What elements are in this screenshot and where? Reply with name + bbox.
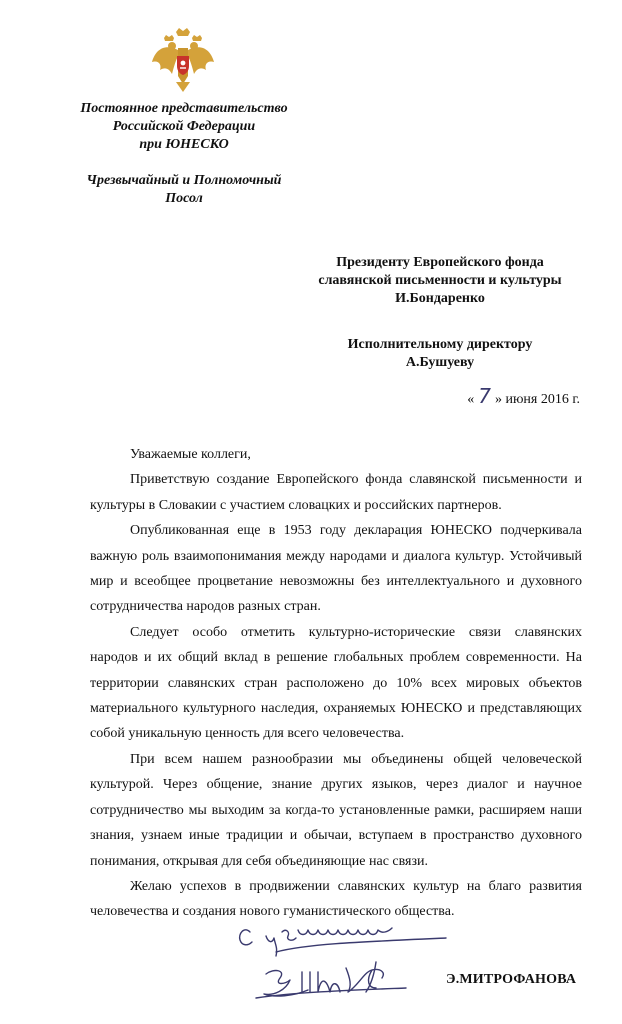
sender-title-line: Посол <box>165 191 203 206</box>
spacer <box>60 154 308 172</box>
sender-org-line: Постоянное представительство <box>80 101 288 116</box>
date-day: 7 <box>478 384 491 408</box>
sender-org-line: Российской Федерации <box>112 119 256 134</box>
spacer <box>300 308 580 336</box>
paragraph: При всем нашем разнообразии мы объединены общей человеческой культурой. Через общение, знание других языков, через диалог и научное сотрудничество мы выходим за когда-то установленные рамки, расширяем наши знания, узнаем иные традиции и обычаи, вступаем в пространство духовного понимания, открывая для себя объединяющие нас связи. <box>90 751 582 869</box>
greeting: Уважаемые коллеги, <box>130 447 251 462</box>
addressee-line: славянской письменности и культуры <box>318 273 562 288</box>
signer-name: Э.МИТРОФАНОВА <box>446 972 577 987</box>
handwritten-signature <box>236 918 476 1016</box>
date-close-quote: » <box>494 392 502 407</box>
paragraph: Приветствую создание Европейского фонда славянской письменности и культуры в Словакии с участием словацких и российских партнеров. <box>90 472 582 513</box>
date-open-quote: « <box>467 392 475 407</box>
addressee-name: А.Бушуеву <box>405 355 475 370</box>
date-rest: июня 2016 г. <box>505 392 580 407</box>
addressee-line: Президенту Европейского фонда <box>336 255 544 270</box>
paragraph: Желаю успехов в продвижении славянских культур на благо развития человечества и создания нового гуманистического общества. <box>90 878 582 920</box>
sender-title-line: Чрезвычайный и Полномочный <box>86 173 282 188</box>
sender-org-line: при ЮНЕСКО <box>139 137 229 152</box>
paragraph: Следует особо отметить культурно-исторические связи славянских народов и их общий вклад в решение глобальных проблем современности. На территории славянских стран расположено до 10% всех мировых объектов материального культурного наследия, охраняемых ЮНЕСКО и представляющих собой уникальную ценность для всего человечества. <box>90 624 582 742</box>
addressee-block <box>300 254 580 372</box>
addressee-line: Исполнительному директору <box>347 337 533 352</box>
letter-body <box>90 442 582 925</box>
addressee-name: И.Бондаренко <box>395 291 485 306</box>
sender-block <box>60 100 308 208</box>
paragraph: Опубликованная еще в 1953 году декларация ЮНЕСКО подчеркивала важную роль взаимопонимания между народами и диалога культур. Устойчивый мир и всеобщее процветание невозможны без интеллектуального и духовного сотрудничества народов разных стран. <box>90 523 582 615</box>
coat-of-arms-icon <box>148 26 218 96</box>
letter-date <box>467 386 580 410</box>
